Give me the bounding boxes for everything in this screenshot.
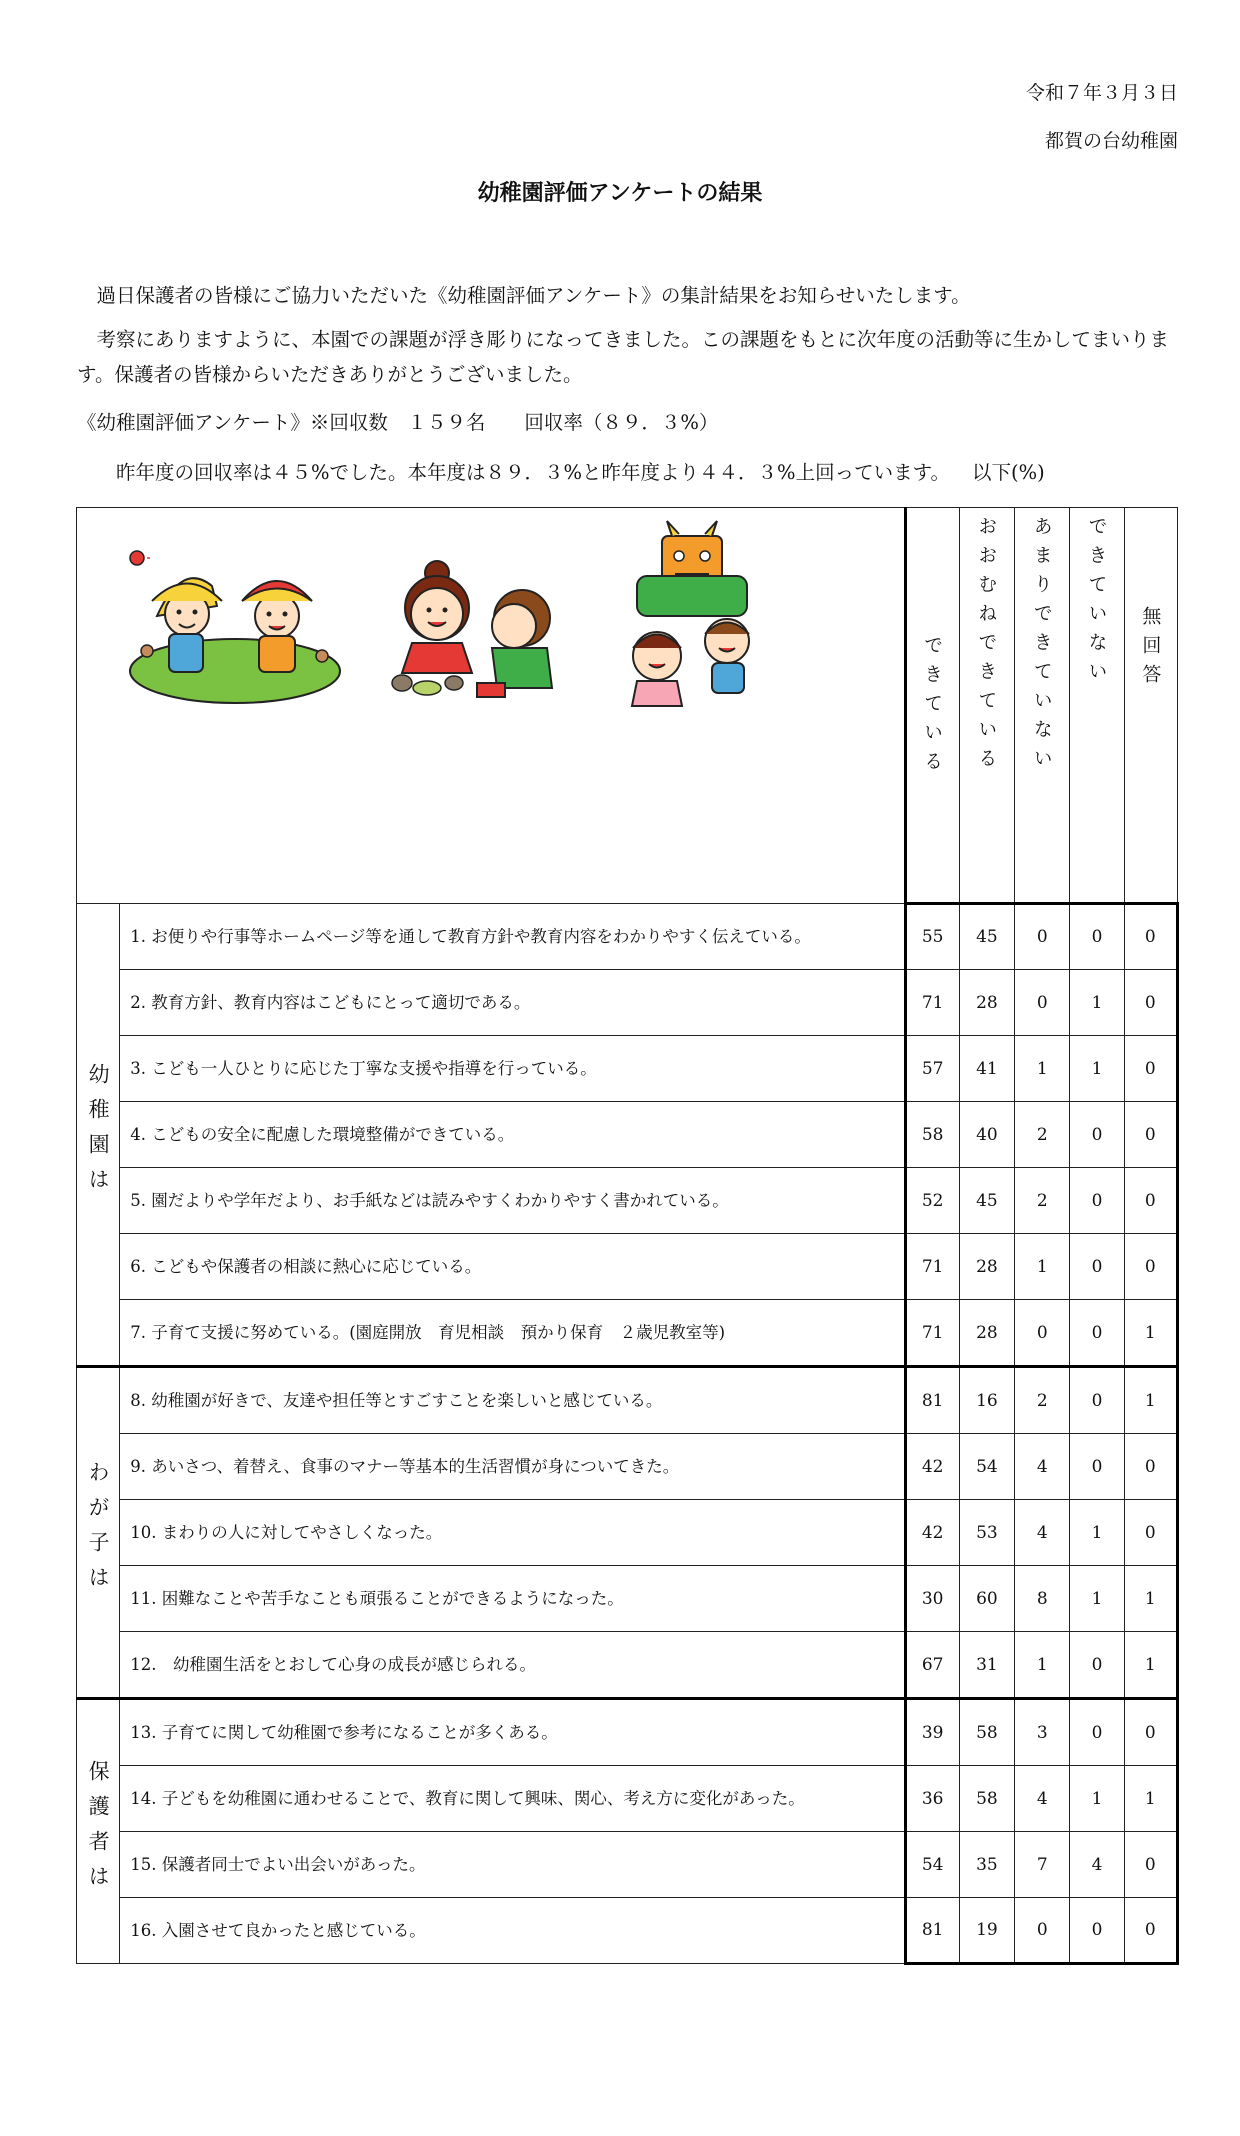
question-text: 8. 幼稚園が好きで、友達や担任等とすごすことを楽しいと感じている。 bbox=[120, 1367, 905, 1434]
value-cell: 4 bbox=[1015, 1434, 1070, 1500]
value-cell: 1 bbox=[1015, 1632, 1070, 1699]
intro-paragraph-1: 過日保護者の皆様にご協力いただいた《幼稚園評価アンケート》の集計結果をお知らせいたします。 bbox=[96, 284, 971, 307]
value-cell: 0 bbox=[1124, 1036, 1177, 1102]
value-cell: 71 bbox=[905, 970, 959, 1036]
value-cell: 4 bbox=[1015, 1766, 1070, 1832]
value-cell: 0 bbox=[1124, 904, 1177, 970]
column-header-mukaito: 無回答 bbox=[1124, 508, 1177, 904]
question-text: 3. こども一人ひとりに応じた丁寧な支援や指導を行っている。 bbox=[120, 1036, 905, 1102]
value-cell: 1 bbox=[1124, 1766, 1177, 1832]
table-row bbox=[77, 1234, 1178, 1300]
value-cell: 0 bbox=[1124, 1234, 1177, 1300]
value-cell: 58 bbox=[959, 1699, 1014, 1766]
value-cell: 58 bbox=[959, 1766, 1014, 1832]
children-playing-illustration bbox=[382, 548, 572, 703]
value-cell: 0 bbox=[1015, 1300, 1070, 1367]
illustration-cell bbox=[77, 508, 906, 904]
children-oni-illustration bbox=[617, 516, 777, 716]
value-cell: 28 bbox=[959, 1234, 1014, 1300]
value-cell: 0 bbox=[1124, 1898, 1177, 1964]
value-cell: 3 bbox=[1015, 1699, 1070, 1766]
value-cell: 1 bbox=[1070, 1500, 1124, 1566]
value-cell: 42 bbox=[905, 1434, 959, 1500]
value-cell: 71 bbox=[905, 1300, 959, 1367]
value-cell: 42 bbox=[905, 1500, 959, 1566]
value-cell: 1 bbox=[1124, 1300, 1177, 1367]
table-row bbox=[77, 1036, 1178, 1102]
value-cell: 0 bbox=[1070, 904, 1124, 970]
question-text: 5. 園だよりや学年だより、お手紙などは読みやすくわかりやすく書かれている。 bbox=[120, 1168, 905, 1234]
question-text: 1. お便りや行事等ホームページ等を通して教育方針や教育内容をわかりやすく伝えている。 bbox=[120, 904, 905, 970]
table-row bbox=[77, 1766, 1178, 1832]
question-text: 4. こどもの安全に配慮した環境整備ができている。 bbox=[120, 1102, 905, 1168]
question-text: 10. まわりの人に対してやさしくなった。 bbox=[120, 1500, 905, 1566]
column-header-dekiteinai: できていない bbox=[1070, 508, 1124, 904]
value-cell: 0 bbox=[1124, 1500, 1177, 1566]
value-cell: 4 bbox=[1070, 1832, 1124, 1898]
value-cell: 0 bbox=[1124, 1699, 1177, 1766]
value-cell: 8 bbox=[1015, 1566, 1070, 1632]
value-cell: 53 bbox=[959, 1500, 1014, 1566]
question-text: 6. こどもや保護者の相談に熱心に応じている。 bbox=[120, 1234, 905, 1300]
table-row bbox=[77, 970, 1178, 1036]
table-row bbox=[77, 1500, 1178, 1566]
question-text: 7. 子育て支援に努めている。(園庭開放 育児相談 預かり保育 ２歳児教室等) bbox=[120, 1300, 905, 1367]
column-header-amari: あまりできていない bbox=[1015, 508, 1070, 904]
value-cell: 28 bbox=[959, 1300, 1014, 1367]
value-cell: 54 bbox=[905, 1832, 959, 1898]
group-my-child-label: わが子は bbox=[77, 1367, 120, 1699]
survey-results-table bbox=[76, 507, 1179, 1965]
table-row bbox=[77, 1168, 1178, 1234]
question-text: 2. 教育方針、教育内容はこどもにとって適切である。 bbox=[120, 970, 905, 1036]
table-row bbox=[77, 1367, 1178, 1434]
value-cell: 0 bbox=[1070, 1300, 1124, 1367]
value-cell: 1 bbox=[1070, 1566, 1124, 1632]
value-cell: 1 bbox=[1070, 1036, 1124, 1102]
table-row bbox=[77, 1434, 1178, 1500]
value-cell: 0 bbox=[1124, 970, 1177, 1036]
table-row bbox=[77, 1102, 1178, 1168]
document-date: 令和７年３月３日 bbox=[1025, 82, 1178, 104]
value-cell: 45 bbox=[959, 904, 1014, 970]
value-cell: 57 bbox=[905, 1036, 959, 1102]
response-comparison bbox=[77, 455, 1172, 490]
table-row bbox=[77, 1898, 1178, 1964]
group-parents-label: 保護者は bbox=[77, 1699, 120, 1964]
value-cell: 0 bbox=[1015, 904, 1070, 970]
value-cell: 36 bbox=[905, 1766, 959, 1832]
value-cell: 81 bbox=[905, 1367, 959, 1434]
column-header-oomune: おおむねできている bbox=[959, 508, 1014, 904]
intro-paragraph-2: 考察にありますように、本園での課題が浮き彫りになってきました。この課題をもとに次年度の活動等に生かしてまいります。保護者の皆様からいただきありがとうございました。 bbox=[77, 328, 1170, 386]
value-cell: 19 bbox=[959, 1898, 1014, 1964]
kindergarten-name: 都賀の台幼稚園 bbox=[1044, 130, 1178, 152]
value-cell: 1 bbox=[1070, 970, 1124, 1036]
value-cell: 2 bbox=[1015, 1168, 1070, 1234]
question-text: 15. 保護者同士でよい出会いがあった。 bbox=[120, 1832, 905, 1898]
value-cell: 60 bbox=[959, 1566, 1014, 1632]
value-cell: 52 bbox=[905, 1168, 959, 1234]
value-cell: 0 bbox=[1070, 1434, 1124, 1500]
value-cell: 35 bbox=[959, 1832, 1014, 1898]
value-cell: 0 bbox=[1070, 1234, 1124, 1300]
value-cell: 81 bbox=[905, 1898, 959, 1964]
table-row bbox=[77, 1699, 1178, 1766]
value-cell: 4 bbox=[1015, 1500, 1070, 1566]
document-title: 幼稚園評価アンケートの結果 bbox=[477, 180, 763, 206]
value-cell: 55 bbox=[905, 904, 959, 970]
value-cell: 0 bbox=[1124, 1434, 1177, 1500]
value-cell: 0 bbox=[1124, 1102, 1177, 1168]
value-cell: 1 bbox=[1124, 1367, 1177, 1434]
comparison-text: 昨年度の回収率は４５%でした。本年度は８９．３%と昨年度より４４．３%上回っています。 bbox=[116, 461, 951, 484]
value-cell: 2 bbox=[1015, 1102, 1070, 1168]
table-row bbox=[77, 1566, 1178, 1632]
value-cell: 0 bbox=[1124, 1832, 1177, 1898]
question-text: 13. 子育てに関して幼稚園で参考になることが多くある。 bbox=[120, 1699, 905, 1766]
value-cell: 41 bbox=[959, 1036, 1014, 1102]
question-text: 14. 子どもを幼稚園に通わせることで、教育に関して興味、関心、考え方に変化があった。 bbox=[120, 1766, 905, 1832]
value-cell: 7 bbox=[1015, 1832, 1070, 1898]
value-cell: 45 bbox=[959, 1168, 1014, 1234]
value-cell: 39 bbox=[905, 1699, 959, 1766]
value-cell: 0 bbox=[1070, 1898, 1124, 1964]
question-text: 9. あいさつ、着替え、食事のマナー等基本的生活習慣が身についてきた。 bbox=[120, 1434, 905, 1500]
group-kindergarten-label: 幼稚園は bbox=[77, 904, 120, 1367]
value-cell: 0 bbox=[1015, 1898, 1070, 1964]
value-cell: 67 bbox=[905, 1632, 959, 1699]
value-cell: 0 bbox=[1070, 1102, 1124, 1168]
value-cell: 40 bbox=[959, 1102, 1014, 1168]
value-cell: 0 bbox=[1124, 1168, 1177, 1234]
table-row bbox=[77, 1300, 1178, 1367]
response-summary: 《幼稚園評価アンケート》※回収数 １５９名 回収率（８９．３%） bbox=[77, 411, 719, 434]
value-cell: 1 bbox=[1015, 1036, 1070, 1102]
value-cell: 0 bbox=[1070, 1632, 1124, 1699]
column-header-dekiteiru: できている bbox=[905, 508, 959, 904]
question-text: 16. 入園させて良かったと感じている。 bbox=[120, 1898, 905, 1964]
value-cell: 0 bbox=[1070, 1367, 1124, 1434]
value-cell: 28 bbox=[959, 970, 1014, 1036]
value-cell: 30 bbox=[905, 1566, 959, 1632]
value-cell: 0 bbox=[1015, 970, 1070, 1036]
value-cell: 0 bbox=[1070, 1699, 1124, 1766]
table-row bbox=[77, 1832, 1178, 1898]
value-cell: 71 bbox=[905, 1234, 959, 1300]
value-cell: 1 bbox=[1124, 1566, 1177, 1632]
value-cell: 1 bbox=[1124, 1632, 1177, 1699]
value-cell: 2 bbox=[1015, 1367, 1070, 1434]
value-cell: 0 bbox=[1070, 1168, 1124, 1234]
value-cell: 1 bbox=[1015, 1234, 1070, 1300]
value-cell: 31 bbox=[959, 1632, 1014, 1699]
children-walking-illustration bbox=[127, 546, 342, 706]
table-row bbox=[77, 904, 1178, 970]
question-text: 12. 幼稚園生活をとおして心身の成長が感じられる。 bbox=[120, 1632, 905, 1699]
value-cell: 1 bbox=[1070, 1766, 1124, 1832]
value-cell: 58 bbox=[905, 1102, 959, 1168]
header-row bbox=[77, 508, 1178, 904]
value-cell: 54 bbox=[959, 1434, 1014, 1500]
value-cell: 16 bbox=[959, 1367, 1014, 1434]
table-row bbox=[77, 1632, 1178, 1699]
question-text: 11. 困難なことや苦手なことも頑張ることができるようになった。 bbox=[120, 1566, 905, 1632]
unit-note: 以下(%) bbox=[972, 461, 1045, 484]
